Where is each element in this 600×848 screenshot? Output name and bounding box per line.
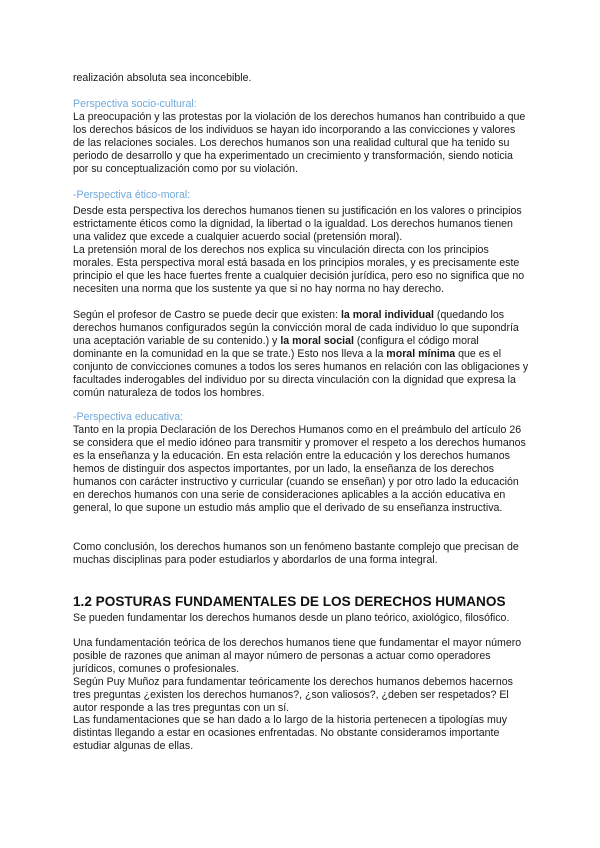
sociocultural-title: Perspectiva socio-cultural: — [73, 98, 197, 110]
educativa-text: Tanto en la propia Declaración de los Derechos Humanos como en el preámbulo del artículo 26 se considera que el medio idóneo para transmitir y promover el respeto a los derechos humanos es la enseñanza y la educación. En esta relación entre la educación y los derechos humanos hemos de distinguir dos aspectos importantes, por un lado, la enseñanza de los derechos humanos con carácter instructivo y curricular (cuando se enseñan) y por otro lado la educación en derechos humanos con una serie de consideraciones aplicables a la acción educativa en general, lo que supone un estudio más amplio que el derivado de su enseñanza instructiva. — [73, 424, 526, 514]
intro-tail: realización absoluta sea inconcebible. — [73, 72, 252, 84]
sociocultural-text: La preocupación y las protestas por la violación de los derechos humanos han contribuido a que los derechos básicos de los individuos se hayan ido incorporando a las convicciones y valores de las relaciones sociales. Los derechos humanos son una realidad cultural que ha tenido su periodo de desarrollo y que ha experimentado un crecimiento y transformación, siendo noticia por su conceptualización como por su violación. — [73, 111, 526, 175]
eticomoral-title: -Perspectiva ético-moral: — [73, 189, 191, 201]
bold-moral-individual: la moral individual — [340, 309, 434, 321]
educativa-title: -Perspectiva educativa: — [73, 411, 184, 423]
section-p1: Se pueden fundamentar los derechos humanos desde un plano teórico, axiológico, filosófico. — [73, 612, 510, 624]
section-p2: Una fundamentación teórica de los derechos humanos tiene que fundamentar el mayor número posible de razones que animan al mayor número de personas a actuar como operadores jurídicos, comunes o profesionales. — [73, 637, 522, 675]
bold-moral-social: la moral social — [280, 335, 354, 347]
bold-moral-minima: moral mínima — [386, 348, 456, 360]
section-heading: 1.2 POSTURAS FUNDAMENTALES DE LOS DERECHOS HUMANOS — [73, 594, 506, 609]
eticomoral-p2: La pretensión moral de los derechos nos explica su vinculación directa con los principios morales. Esta perspectiva moral está basada en los principios morales, y es precisamente este principio el que les hace fuertes frente a cualquier decisión jurídica, pero eso no significa que no necesiten una norma que los sustente ya que si no hay norma no hay derecho. — [73, 244, 525, 295]
eticomoral-p1: Desde esta perspectiva los derechos humanos tienen su justificación en los valores o principios estrictamente éticos como la dignidad, la libertad o la igualdad. Los derechos humanos tienen una validez que excede a cualquier acuerdo social (pretensión moral). — [73, 205, 522, 243]
section-p4: Las fundamentaciones que se han dado a lo largo de la historia pertenecen a tipologías muy distintas llegando a estar en ocasiones enfrentadas. No obstante consideramos importante estudiar algunas de ellas. — [73, 714, 508, 752]
eticomoral-p3: Según el profesor de Castro se puede decir que existen: la moral individual (quedando los derechos humanos configurados según la convicción moral de cada individuo lo que supondría una aceptación variable de su contenido.) y la moral social (configura el código moral dominante en la comunidad en la que se trate.) Esto nos lleva a la moral mínima que es el conjunto de convicciones comunes a todos los seres humanos en relación con las obligaciones y facultades inderogables del individuo por su directa vinculación con la dignidad que expresa la común naturaleza de todos los hombres. — [73, 309, 529, 399]
conclusion-text: Como conclusión, los derechos humanos son un fenómeno bastante complejo que precisan de muchas disciplinas para poder estudiarlos y abordarlos de una forma integral. — [73, 541, 519, 566]
section-p3: Según Puy Muñoz para fundamentar teóricamente los derechos humanos debemos hacernos tres preguntas ¿existen los derechos humanos?, ¿son valiosos?, ¿deben ser respetados? El autor responde a las tres preguntas con un sí. — [73, 676, 513, 714]
